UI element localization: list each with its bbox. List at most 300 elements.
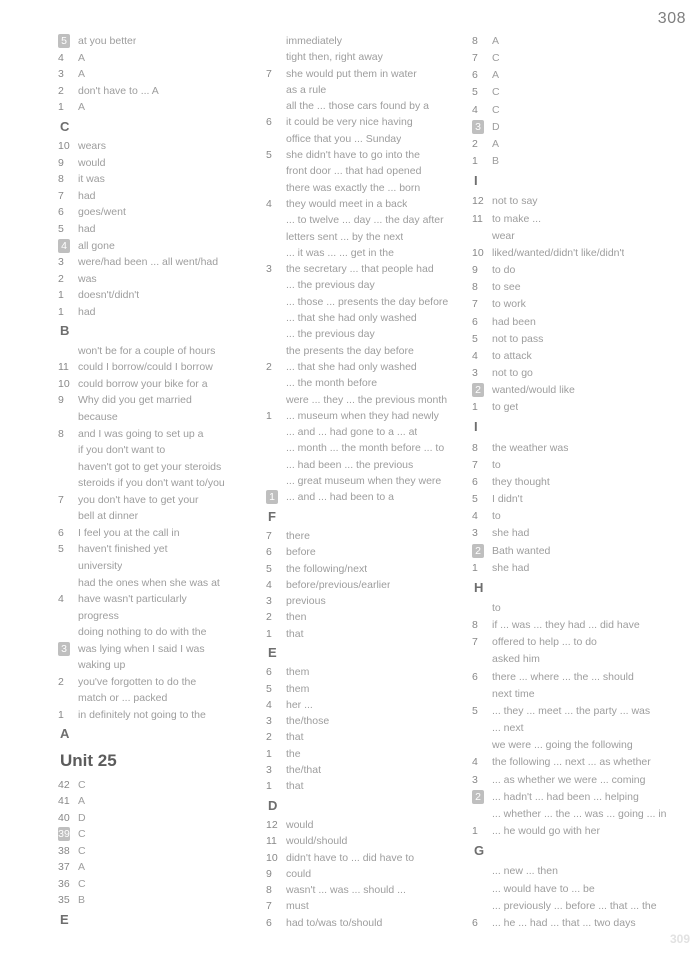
answer-number: 35 <box>58 894 70 907</box>
answer-row <box>266 197 466 211</box>
answer-text: letters sent ... by the next <box>286 230 404 243</box>
answer-number: 2 <box>472 383 484 397</box>
answer-text: ... to twelve ... day ... the day after <box>286 214 444 227</box>
answer-text: offered to help ... to do <box>492 636 597 649</box>
answer-number: 5 <box>266 149 272 162</box>
answer-row <box>472 103 682 117</box>
answer-number: 3 <box>266 595 272 608</box>
answer-text: would/should <box>286 835 348 848</box>
answer-number: 4 <box>472 103 478 116</box>
answer-text: A <box>78 51 86 64</box>
answer-text: would <box>78 156 106 169</box>
answer-number: 8 <box>266 884 272 897</box>
answer-number: 10 <box>58 140 70 153</box>
answer-number: 6 <box>266 666 272 679</box>
answer-text: wasn't ... was ... should ... <box>286 884 406 897</box>
answer-row <box>472 68 682 82</box>
answer-text: were ... they ... the previous month <box>286 393 448 406</box>
answer-row <box>58 189 248 203</box>
answer-row <box>472 561 682 575</box>
answer-text: would <box>286 818 314 831</box>
answer-row <box>58 222 248 236</box>
answer-row <box>266 665 466 679</box>
answer-number: 40 <box>58 811 70 824</box>
answer-text: were/had been ... all went/had <box>78 256 219 269</box>
answer-row <box>472 246 682 260</box>
answer-text: D <box>78 811 86 824</box>
answer-text: wear <box>492 229 515 242</box>
answer-row <box>472 864 682 878</box>
answer-row <box>58 827 248 841</box>
answer-text: previous <box>286 595 326 608</box>
answer-text: A <box>78 861 86 874</box>
answer-number: 1 <box>472 155 478 168</box>
answer-row <box>266 545 466 559</box>
answer-number: 3 <box>472 120 484 134</box>
answer-number: 2 <box>58 84 64 97</box>
answer-number: 11 <box>472 212 483 225</box>
answer-row <box>58 51 248 65</box>
answer-row <box>58 860 248 874</box>
answer-row <box>472 652 682 666</box>
answer-text: A <box>492 137 500 150</box>
answer-text: had to/was to/should <box>286 916 383 929</box>
answer-text: because <box>78 411 118 424</box>
answer-row <box>472 790 682 804</box>
answer-row <box>472 635 682 649</box>
answer-row <box>472 154 682 168</box>
answer-number: 5 <box>266 562 272 575</box>
answer-row <box>58 84 248 98</box>
answer-text: they thought <box>492 475 550 488</box>
answer-number: 42 <box>58 778 70 791</box>
answer-row <box>266 698 466 712</box>
answer-row <box>58 576 248 590</box>
answer-text: university <box>78 559 123 572</box>
answer-row <box>266 376 466 390</box>
answer-text: to make ... <box>492 212 542 225</box>
answer-text: didn't have to ... did have to <box>286 851 415 864</box>
answer-number: 6 <box>472 315 478 328</box>
answer-text: if you don't want to <box>78 444 166 457</box>
answer-number: 5 <box>58 223 64 236</box>
answer-number: 4 <box>58 593 64 606</box>
answer-row <box>266 610 466 624</box>
answer-text: was <box>78 272 97 285</box>
answer-row <box>472 670 682 684</box>
answer-text: before/previous/earlier <box>286 578 391 591</box>
answer-number: 3 <box>58 68 64 81</box>
answer-row <box>266 779 466 793</box>
answer-row <box>266 730 466 744</box>
answer-number: 5 <box>58 543 64 556</box>
answer-text: A <box>78 68 86 81</box>
answer-number: 3 <box>58 256 64 269</box>
answer-text: C <box>78 877 86 890</box>
answer-number: 9 <box>58 156 64 169</box>
answer-text: she had <box>492 527 530 540</box>
answer-text: I didn't <box>492 493 523 506</box>
answer-number: 7 <box>58 493 64 506</box>
answer-number: 5 <box>266 682 272 695</box>
footer-page-mark: 309 <box>669 932 690 946</box>
answer-number: 6 <box>58 526 64 539</box>
answer-row <box>266 578 466 592</box>
answer-row <box>58 255 248 269</box>
answer-row <box>266 714 466 728</box>
answer-row <box>58 288 248 302</box>
answer-row <box>472 297 682 311</box>
answer-row <box>266 425 466 439</box>
answer-text: must <box>286 900 309 913</box>
answer-number: 2 <box>58 675 64 688</box>
answer-text: have wasn't particularly <box>78 593 187 606</box>
answer-text: goes/went <box>78 206 126 219</box>
answer-row <box>266 360 466 374</box>
section-heading: B <box>60 323 70 339</box>
answer-text: ... the previous day <box>286 328 375 341</box>
answer-row <box>266 747 466 761</box>
answer-number: 4 <box>266 197 272 210</box>
answer-text: there <box>286 529 310 542</box>
answer-text: office that you ... Sunday <box>286 132 402 145</box>
answer-row <box>266 851 466 865</box>
answer-text: B <box>492 155 500 168</box>
answer-text: she would put them in water <box>286 67 417 80</box>
answer-row <box>266 763 466 777</box>
answer-row <box>58 526 248 540</box>
answer-number: 1 <box>266 780 272 793</box>
answer-row <box>266 213 466 227</box>
section-heading: H <box>474 579 484 595</box>
answer-text: then <box>286 611 307 624</box>
answer-text: ... they ... meet ... the party ... was <box>492 704 651 717</box>
section-heading: E <box>268 644 277 660</box>
answer-text: ... the month before <box>286 377 378 390</box>
answer-row <box>266 867 466 881</box>
answer-row <box>58 34 248 48</box>
answer-text: ... museum when they had newly <box>286 409 439 422</box>
answer-row <box>266 132 466 146</box>
answer-text: ... next <box>492 722 524 735</box>
answer-text: to do <box>492 264 516 277</box>
answer-row <box>472 755 682 769</box>
answer-row <box>58 410 248 424</box>
answer-row <box>58 67 248 81</box>
answer-row <box>266 181 466 195</box>
answer-text: ... and ... had gone to a ... at <box>286 426 418 439</box>
answer-text: that <box>286 627 304 640</box>
answer-row <box>266 458 466 472</box>
answer-row <box>58 691 248 705</box>
answer-number: 7 <box>58 189 64 202</box>
answer-number: 2 <box>266 360 272 373</box>
answer-number: 3 <box>266 263 272 276</box>
unit-title: Unit 25 <box>60 750 117 770</box>
answer-text: C <box>78 778 86 791</box>
answer-row <box>472 51 682 65</box>
answer-number: 3 <box>266 715 272 728</box>
answer-row <box>266 50 466 64</box>
answer-row <box>472 229 682 243</box>
answer-row <box>472 383 682 397</box>
answer-row <box>58 877 248 891</box>
answer-text: had <box>78 223 96 236</box>
answer-number: 9 <box>266 867 272 880</box>
answer-text: before <box>286 546 316 559</box>
answer-text: ... new ... then <box>492 865 558 878</box>
answer-row <box>58 509 248 523</box>
answer-text: could I borrow/could I borrow <box>78 361 213 374</box>
answer-row <box>266 295 466 309</box>
answer-number: 37 <box>58 861 70 874</box>
answer-row <box>58 393 248 407</box>
answer-row <box>58 794 248 808</box>
answer-number: 1 <box>472 825 478 838</box>
answer-text: had the ones when she was at <box>78 576 220 589</box>
answer-row <box>58 156 248 170</box>
answer-text: all the ... those cars found by a <box>286 100 430 113</box>
answer-number: 39 <box>58 828 70 841</box>
answer-row <box>58 205 248 219</box>
answer-number: 36 <box>58 877 70 890</box>
answer-row <box>58 642 248 656</box>
answer-text: doing nothing to do with the <box>78 626 207 639</box>
answer-text: C <box>78 844 86 857</box>
answer-text: I feel you at the call in <box>78 526 180 539</box>
answer-text: won't be for a couple of hours <box>78 344 216 357</box>
answer-text: match or ... packed <box>78 692 168 705</box>
answer-text: she didn't have to go into the <box>286 149 420 162</box>
answer-row <box>58 542 248 556</box>
answer-row <box>58 239 248 253</box>
answer-number: 3 <box>266 764 272 777</box>
answer-text: ... he ... had ... that ... two days <box>492 916 636 929</box>
answer-number: 7 <box>266 67 272 80</box>
answer-text: don't have to ... A <box>78 84 159 97</box>
answer-text: the/that <box>286 764 322 777</box>
answer-number: 8 <box>472 281 478 294</box>
answer-text: they would meet in a back <box>286 197 408 210</box>
answer-number: 9 <box>58 394 64 407</box>
answer-row <box>266 474 466 488</box>
answer-number: 11 <box>266 835 277 848</box>
answer-row <box>472 34 682 48</box>
answer-row <box>266 83 466 97</box>
answer-text: ... hadn't ... had been ... helping <box>492 790 639 803</box>
answer-row <box>58 139 248 153</box>
answer-text: waking up <box>78 659 126 672</box>
answer-number: 1 <box>266 490 278 504</box>
answer-row <box>58 559 248 573</box>
answer-text: ... and ... had been to a <box>286 491 394 504</box>
answer-number: 4 <box>472 756 478 769</box>
answer-text: it was <box>78 173 105 186</box>
answer-number: 12 <box>472 195 484 208</box>
answer-text: wears <box>78 140 107 153</box>
answer-text: the <box>286 747 301 760</box>
answer-row <box>266 682 466 696</box>
answer-row <box>58 675 248 689</box>
answer-number: 10 <box>58 377 70 390</box>
answer-row <box>58 305 248 319</box>
answer-number: 2 <box>266 611 272 624</box>
answer-text: there ... where ... the ... should <box>492 670 634 683</box>
answer-text: liked/wanted/didn't like/didn't <box>492 246 625 259</box>
answer-row <box>266 594 466 608</box>
answer-text: ... great museum when they were <box>286 475 442 488</box>
answer-row <box>58 272 248 286</box>
answer-text: A <box>78 795 86 808</box>
answer-row <box>472 137 682 151</box>
answer-number: 7 <box>472 458 478 471</box>
answer-column-middle <box>266 34 466 930</box>
answer-text: ... that she had only washed <box>286 312 417 325</box>
answer-row <box>472 526 682 540</box>
answer-text: not to say <box>492 195 538 208</box>
answer-row <box>472 280 682 294</box>
page-number: 308 <box>657 10 686 27</box>
answer-text: steroids if you don't want to/you <box>78 477 225 490</box>
answer-text: to attack <box>492 349 532 362</box>
answer-row <box>266 344 466 358</box>
answer-row <box>266 899 466 913</box>
answer-number: 11 <box>58 361 69 374</box>
answer-text: not to pass <box>492 332 544 345</box>
answer-row <box>472 212 682 226</box>
answer-number: 1 <box>266 627 272 640</box>
answer-text: to <box>492 510 501 523</box>
answer-number: 10 <box>472 246 484 259</box>
answer-text: D <box>492 120 500 133</box>
answer-text: asked him <box>492 653 540 666</box>
answer-text: them <box>286 666 310 679</box>
answer-text: tight then, right away <box>286 51 383 64</box>
answer-number: 3 <box>472 773 478 786</box>
answer-text: could <box>286 867 312 880</box>
answer-number: 1 <box>472 401 478 414</box>
answer-text: ... that she had only washed <box>286 360 417 373</box>
answer-row <box>58 893 248 907</box>
answer-text: the secretary ... that people had <box>286 263 434 276</box>
section-heading: F <box>268 508 276 524</box>
answer-row <box>266 393 466 407</box>
answer-number: 4 <box>472 510 478 523</box>
answer-text: all gone <box>78 239 115 252</box>
answer-text: had <box>78 305 96 318</box>
answer-row <box>472 773 682 787</box>
answer-row <box>266 230 466 244</box>
answer-row <box>472 807 682 821</box>
answer-text: haven't finished yet <box>78 543 168 556</box>
answer-text: Why did you get married <box>78 394 192 407</box>
answer-row <box>472 366 682 380</box>
answer-number: 8 <box>58 427 64 440</box>
answer-row <box>472 263 682 277</box>
answer-row <box>266 409 466 423</box>
answer-number: 7 <box>266 529 272 542</box>
answer-text: A <box>492 69 500 82</box>
answer-number: 6 <box>58 206 64 219</box>
answer-row <box>472 120 682 134</box>
answer-number: 2 <box>58 272 64 285</box>
answer-row <box>472 601 682 615</box>
answer-number: 7 <box>472 636 478 649</box>
answer-column-right <box>472 34 682 930</box>
answer-row <box>472 441 682 455</box>
answer-row <box>266 916 466 930</box>
answer-number: 4 <box>266 578 272 591</box>
answer-text: bell at dinner <box>78 510 139 523</box>
answer-text: C <box>492 86 500 99</box>
answer-text: not to go <box>492 366 533 379</box>
answer-text: C <box>492 52 500 65</box>
section-heading: E <box>60 911 69 927</box>
answer-text: A <box>78 101 86 114</box>
answer-number: 1 <box>266 747 272 760</box>
answer-row <box>472 194 682 208</box>
answer-text: to see <box>492 281 521 294</box>
answer-number: 6 <box>266 916 272 929</box>
answer-text: next time <box>492 687 535 700</box>
answer-text: had <box>78 189 96 202</box>
answer-text: she had <box>492 561 530 574</box>
answer-number: 41 <box>58 795 70 808</box>
answer-text: was lying when I said I was <box>78 642 205 655</box>
answer-row <box>472 492 682 506</box>
answer-row <box>266 562 466 576</box>
answer-row <box>58 427 248 441</box>
answer-text: to get <box>492 401 519 414</box>
answer-number: 1 <box>58 289 64 302</box>
answer-text: could borrow your bike for a <box>78 377 208 390</box>
answer-text: and I was going to set up a <box>78 427 204 440</box>
answer-number: 6 <box>472 69 478 82</box>
answer-row <box>58 476 248 490</box>
answer-row <box>266 67 466 81</box>
answer-text: to <box>492 458 501 471</box>
answer-row <box>266 262 466 276</box>
answer-number: 5 <box>58 34 70 48</box>
answer-number: 7 <box>472 298 478 311</box>
section-heading: A <box>60 726 70 742</box>
answer-number: 3 <box>58 642 70 656</box>
answer-text: B <box>78 894 86 907</box>
answer-row <box>472 475 682 489</box>
answer-number: 6 <box>266 116 272 129</box>
answer-text: progress <box>78 609 119 622</box>
answer-text: you've forgotten to do the <box>78 675 197 688</box>
answer-number: 8 <box>58 173 64 186</box>
answer-number: 5 <box>472 86 478 99</box>
answer-text: ... the previous day <box>286 279 375 292</box>
answer-row <box>472 882 682 896</box>
answer-row <box>472 458 682 472</box>
answer-text: front door ... that had opened <box>286 165 422 178</box>
answer-row <box>58 100 248 114</box>
answer-column-left <box>58 34 248 930</box>
answer-number: 3 <box>472 366 478 379</box>
answer-text: Bath wanted <box>492 544 551 557</box>
answer-row <box>58 360 248 374</box>
answer-row <box>472 85 682 99</box>
answer-row <box>58 344 248 358</box>
answer-row <box>58 377 248 391</box>
answer-text: the/those <box>286 715 330 728</box>
answer-text: C <box>78 828 86 841</box>
answer-row <box>58 493 248 507</box>
answer-number: 1 <box>472 561 478 574</box>
